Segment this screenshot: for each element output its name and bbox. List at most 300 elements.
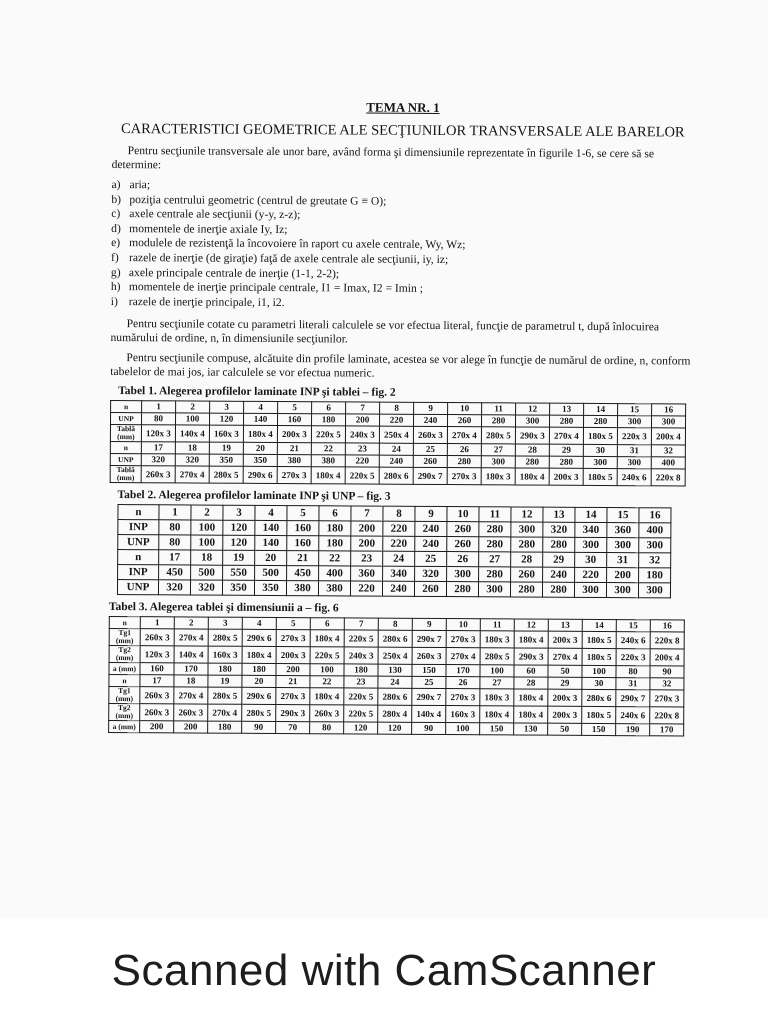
table-cell: 220x 3: [616, 649, 650, 666]
table-cell: 23: [344, 676, 378, 688]
table-cell: 220x 5: [344, 705, 378, 722]
table-cell: 7: [344, 618, 378, 630]
table-cell: 180: [242, 664, 276, 676]
table-cell: 280: [481, 415, 515, 427]
table-cell: 260x 3: [141, 466, 175, 483]
table-cell: 21: [287, 551, 319, 566]
table-cell: 20: [242, 676, 276, 688]
row-label: UNP: [117, 580, 158, 595]
table-cell: 10: [448, 403, 482, 415]
table-cell: 180x 5: [583, 469, 617, 486]
table-cell: 220x 5: [344, 688, 378, 705]
table-cell: 280: [447, 456, 481, 468]
table-cell: 90: [650, 666, 684, 678]
table-cell: 280x 4: [378, 705, 412, 722]
row-label: Tg2 (mm): [109, 646, 140, 663]
table-cell: 290x 7: [412, 689, 446, 706]
table-cell: 150: [582, 724, 616, 736]
table-cell: 14: [584, 404, 618, 416]
table-cell: 180: [208, 721, 242, 733]
table-cell: 280: [542, 582, 574, 597]
table-cell: 170: [174, 663, 208, 675]
table-cell: 260x 3: [140, 704, 174, 721]
table-cell: 220x 8: [650, 707, 684, 724]
table-cell: 22: [319, 551, 351, 566]
table-cell: 5: [276, 618, 310, 630]
table-cell: 180x 4: [310, 688, 344, 705]
table-row: [109, 721, 684, 737]
table-cell: 280x 5: [481, 427, 515, 444]
table-cell: 1: [159, 505, 191, 520]
table-cell: 200: [140, 721, 174, 733]
table-cell: 350: [254, 581, 286, 596]
table-cell: 100: [446, 723, 480, 735]
requirement-key: f): [110, 250, 119, 265]
table-cell: 360: [607, 523, 639, 538]
table-cell: 220x 5: [345, 467, 379, 484]
table-cell: 270x 3: [447, 468, 481, 485]
table-cell: 4: [255, 506, 287, 521]
table-cell: 30: [583, 445, 617, 457]
table-cell: 80: [159, 520, 191, 535]
table-cell: 220: [345, 455, 379, 467]
table-cell: 3: [210, 401, 244, 413]
table-cell: 240x 6: [616, 707, 650, 724]
table-cell: 30: [575, 553, 607, 568]
table-cell: 140x 4: [412, 706, 446, 723]
table-cell: 17: [159, 550, 191, 565]
table-cell: 100: [191, 535, 223, 550]
table1: [110, 400, 686, 487]
table-cell: 260x 3: [174, 704, 208, 721]
table-cell: 240: [413, 415, 447, 427]
table-cell: 350: [209, 454, 243, 466]
requirement-text: momentele de inerţie axiale Iy, Iz;: [129, 221, 288, 236]
table-cell: 280x 5: [209, 466, 243, 483]
table-cell: 270x 3: [650, 690, 684, 707]
table-cell: 9: [414, 403, 448, 415]
table-cell: 380: [277, 455, 311, 467]
table-cell: 240x 6: [616, 632, 650, 649]
table-cell: 15: [618, 404, 652, 416]
requirement-item: [111, 295, 693, 313]
table-cell: 200x 3: [276, 647, 310, 664]
table-cell: 1: [142, 401, 176, 413]
table-cell: 220: [379, 414, 413, 426]
table-cell: 11: [480, 619, 514, 631]
table-cell: 32: [651, 445, 685, 457]
table-cell: 11: [479, 507, 511, 522]
table-cell: 290x 3: [276, 705, 310, 722]
table-cell: 300: [447, 567, 479, 582]
table-cell: 140: [255, 536, 287, 551]
table-cell: 300: [481, 456, 515, 468]
table-cell: 290x 6: [242, 630, 276, 647]
table-cell: 80: [310, 722, 344, 734]
table-cell: 29: [548, 678, 582, 690]
table-cell: 26: [446, 677, 480, 689]
requirement-key: h): [110, 280, 121, 294]
row-label: UNP: [110, 454, 141, 466]
table-cell: 27: [481, 444, 515, 456]
table-cell: 290x 3: [514, 648, 548, 665]
table-cell: 150: [480, 723, 514, 735]
table-cell: 320: [175, 454, 209, 466]
row-label: n: [118, 505, 159, 520]
table-cell: 14: [582, 620, 616, 632]
table-cell: 3: [208, 617, 242, 629]
table-cell: 300: [606, 583, 638, 598]
table-cell: 16: [639, 508, 671, 523]
requirement-text: aria;: [129, 178, 151, 192]
table-cell: 160: [140, 663, 174, 675]
table-cell: 4: [242, 618, 276, 630]
table-cell: 7: [346, 402, 380, 414]
table-cell: 19: [223, 551, 255, 566]
table-cell: 200: [351, 521, 383, 536]
table-cell: 260: [447, 537, 479, 552]
table-cell: 24: [378, 676, 412, 688]
table-cell: 300: [617, 416, 651, 428]
table-cell: 300: [511, 522, 543, 537]
table-cell: 280: [446, 582, 478, 597]
table-cell: 220: [575, 568, 607, 583]
row-label: Tablă (mm): [110, 425, 141, 442]
table-cell: 5: [287, 506, 319, 521]
table-cell: 290x 6: [242, 688, 276, 705]
table-cell: 280: [583, 416, 617, 428]
table-cell: 260: [447, 415, 481, 427]
table-cell: 32: [650, 678, 684, 690]
table-cell: 180x 4: [242, 647, 276, 664]
table-cell: 280x 6: [582, 690, 616, 707]
table-cell: 8: [378, 618, 412, 630]
table-cell: 31: [607, 553, 639, 568]
table-cell: 380: [286, 581, 318, 596]
table-cell: 280: [510, 582, 542, 597]
table-cell: 150: [412, 665, 446, 677]
table-cell: 120: [223, 521, 255, 536]
page-subtitle: CARACTERISTICI GEOMETRICE ALE SECŢIUNILOR TRANSVERSALE ALE BARELOR: [120, 121, 685, 141]
table-cell: 18: [191, 550, 223, 565]
table-cell: 240: [415, 537, 447, 552]
table-cell: 80: [142, 413, 176, 425]
row-label: n: [109, 675, 140, 687]
table-cell: 220x 5: [311, 426, 345, 443]
table-cell: 140: [244, 414, 278, 426]
table-cell: 250x 4: [378, 647, 412, 664]
requirement-key: c): [111, 207, 121, 221]
table-cell: 280x 6: [378, 630, 412, 647]
table-cell: 220x 8: [650, 632, 684, 649]
table-cell: 9: [415, 507, 447, 522]
table-cell: 18: [174, 675, 208, 687]
table-cell: 260: [511, 567, 543, 582]
table-cell: 300: [638, 583, 670, 598]
table-cell: 200: [276, 664, 310, 676]
table-cell: 340: [575, 523, 607, 538]
row-label: n: [109, 617, 140, 629]
table-cell: 26: [447, 552, 479, 567]
table-cell: 31: [616, 678, 650, 690]
table-cell: 19: [208, 675, 242, 687]
table-cell: 270x 4: [548, 649, 582, 666]
table-cell: 90: [412, 723, 446, 735]
table-cell: 220: [383, 522, 415, 537]
table-cell: 180x 4: [311, 467, 345, 484]
table-cell: 300: [651, 416, 685, 428]
table-cell: 15: [616, 620, 650, 632]
table-cell: 180x 4: [514, 689, 548, 706]
table-cell: 160x 3: [208, 646, 242, 663]
table-cell: 550: [223, 566, 255, 581]
table-cell: 200x 3: [548, 632, 582, 649]
table-cell: 13: [543, 507, 575, 522]
table-cell: 160: [287, 536, 319, 551]
table-cell: 180x 4: [515, 468, 549, 485]
requirement-key: e): [111, 236, 121, 250]
table-cell: 290x 3: [515, 427, 549, 444]
row-label: a (mm): [109, 721, 140, 733]
table-cell: 22: [311, 443, 345, 455]
table-cell: 290x 7: [412, 631, 446, 648]
table-cell: 200x 3: [277, 426, 311, 443]
table-cell: 6: [312, 402, 346, 414]
table-cell: 290x 7: [413, 468, 447, 485]
row-label: a (mm): [109, 663, 140, 675]
table-cell: 220x 5: [310, 647, 344, 664]
table-row: [110, 466, 685, 487]
table-cell: 160x 3: [209, 425, 243, 442]
table-cell: 100: [176, 413, 210, 425]
literal-paragraph: Pentru secţiunile cotate cu parametri literali calculele se vor efectua literal, funcţie de parametrul t, după înlocuirea numărului de ordine, n, în dimensiunile secţiunilor.: [110, 317, 660, 346]
table-cell: 29: [543, 552, 575, 567]
table-cell: 2: [191, 505, 223, 520]
table-cell: 25: [412, 677, 446, 689]
table-cell: 280: [549, 416, 583, 428]
table-cell: 2: [176, 401, 210, 413]
table-cell: 220x 8: [651, 469, 685, 486]
table-cell: 180x 3: [480, 631, 514, 648]
table-cell: 270x 4: [175, 466, 209, 483]
table-cell: 180: [311, 414, 345, 426]
table-cell: 270x 3: [446, 631, 480, 648]
table-cell: 27: [480, 677, 514, 689]
table-cell: 240: [379, 455, 413, 467]
requirement-text: razele de inerţie principale, i1, i2.: [128, 294, 285, 309]
table-cell: 1: [140, 617, 174, 629]
table-cell: 280x 5: [208, 629, 242, 646]
table-cell: 25: [415, 552, 447, 567]
table-cell: 180x 4: [243, 426, 277, 443]
requirement-text: axele principale centrale de inerţie (1-1, 2-2);: [128, 265, 340, 280]
table-cell: 180x 5: [582, 649, 616, 666]
table-cell: 220: [383, 537, 415, 552]
table-cell: 300: [478, 582, 510, 597]
table-cell: 180x 5: [583, 428, 617, 445]
table-cell: 14: [575, 508, 607, 523]
table-cell: 12: [514, 619, 548, 631]
row-label: Tg2 (mm): [109, 704, 140, 721]
table-cell: 180x 4: [514, 706, 548, 723]
table-cell: 90: [242, 722, 276, 734]
table-cell: 11: [482, 403, 516, 415]
table-cell: 300: [639, 538, 671, 553]
table-cell: 25: [413, 444, 447, 456]
table-cell: 280: [543, 537, 575, 552]
table-cell: 380: [318, 581, 350, 596]
table-cell: 320: [158, 580, 190, 595]
row-label: Tg1 (mm): [109, 629, 140, 646]
table-cell: 180x 5: [582, 707, 616, 724]
table-cell: 17: [141, 442, 175, 454]
table-cell: 260x 3: [413, 427, 447, 444]
requirement-key: g): [110, 265, 121, 279]
table-cell: 280: [515, 456, 549, 468]
table-cell: 180: [319, 521, 351, 536]
table-cell: 300: [575, 538, 607, 553]
table-cell: 7: [351, 506, 383, 521]
table-cell: 290x 7: [616, 690, 650, 707]
table-cell: 180: [208, 663, 242, 675]
table-cell: 200: [174, 721, 208, 733]
table-cell: 270x 3: [446, 689, 480, 706]
table-cell: 21: [277, 443, 311, 455]
table-cell: 200x 3: [549, 469, 583, 486]
table-cell: 20: [255, 551, 287, 566]
table-cell: 240x 6: [617, 469, 651, 486]
requirements-list: [111, 178, 694, 313]
table-cell: 4: [244, 402, 278, 414]
table-cell: 450: [287, 566, 319, 581]
table-cell: 270x 3: [277, 467, 311, 484]
table-cell: 140x 4: [174, 646, 208, 663]
table-cell: 260x 3: [412, 648, 446, 665]
requirement-key: i): [110, 294, 118, 308]
table-cell: 220: [350, 581, 382, 596]
table-cell: 60: [514, 665, 548, 677]
table-cell: 160: [278, 414, 312, 426]
table-cell: 280: [479, 522, 511, 537]
table-cell: 500: [255, 566, 287, 581]
table-cell: 300: [607, 538, 639, 553]
table-cell: 180x 3: [480, 689, 514, 706]
table-cell: 180x 4: [514, 631, 548, 648]
table-cell: 120: [344, 722, 378, 734]
table-cell: 170: [650, 724, 684, 736]
table-cell: 260: [414, 582, 446, 597]
table-cell: 50: [548, 724, 582, 736]
row-label: Tablă (mm): [110, 466, 141, 483]
table-cell: 12: [511, 507, 543, 522]
row-label: INP: [118, 520, 159, 535]
row-label: UNP: [111, 413, 142, 425]
requirement-key: a): [111, 177, 121, 192]
row-label: Tg1 (mm): [109, 687, 140, 704]
table-row: [117, 580, 670, 598]
table-cell: 180x 3: [481, 468, 515, 485]
requirement-key: d): [111, 221, 121, 235]
table3-caption: Tabel 3. Alegerea tablei şi dimensiunii a – fig. 6: [108, 601, 339, 615]
requirement-text: modulele de rezistenţă la încovoiere în raport cu axele centrale, Wy, Wz;: [129, 236, 466, 252]
table-cell: 15: [607, 508, 639, 523]
requirement-key: b): [111, 192, 122, 206]
table-cell: 300: [515, 415, 549, 427]
table-cell: 260x 3: [140, 687, 174, 704]
table-cell: 28: [515, 444, 549, 456]
table-cell: 130: [514, 723, 548, 735]
table-cell: 180x 5: [582, 632, 616, 649]
table-cell: 450: [159, 565, 191, 580]
table-cell: 26: [447, 444, 481, 456]
table-cell: 120: [210, 413, 244, 425]
table-cell: 160: [287, 521, 319, 536]
row-label: n: [118, 550, 159, 565]
table-cell: 280x 5: [242, 705, 276, 722]
table-cell: 120x 3: [141, 425, 175, 442]
table-cell: 50: [548, 666, 582, 678]
table-cell: 23: [351, 551, 383, 566]
table-cell: 16: [650, 620, 684, 632]
table-cell: 280x 6: [379, 467, 413, 484]
table-cell: 250x 4: [379, 426, 413, 443]
table-cell: 280x 5: [480, 648, 514, 665]
table-cell: 180x 4: [310, 630, 344, 647]
table-cell: 400: [651, 457, 685, 469]
table-cell: 320: [543, 522, 575, 537]
table-cell: 280: [479, 537, 511, 552]
table-cell: 270x 3: [276, 630, 310, 647]
page-title: TEMA NR. 1: [366, 99, 440, 116]
table-cell: 360: [351, 566, 383, 581]
table-cell: 120: [378, 722, 412, 734]
table2-caption: Tabel 2. Alegerea profilelor laminate INP şi UNP – fig. 3: [117, 489, 391, 504]
table-cell: 10: [447, 507, 479, 522]
table-cell: 6: [319, 506, 351, 521]
table-cell: 280x 5: [208, 687, 242, 704]
table-cell: 240x 3: [344, 647, 378, 664]
table-cell: 220x 3: [617, 428, 651, 445]
table-cell: 32: [639, 553, 671, 568]
row-label: UNP: [118, 535, 159, 550]
table-cell: 300: [583, 457, 617, 469]
table-cell: 13: [548, 620, 582, 632]
table-cell: 180x 4: [480, 706, 514, 723]
table-cell: 280: [549, 457, 583, 469]
table-cell: 80: [159, 535, 191, 550]
table-cell: 31: [617, 445, 651, 457]
table-cell: 240: [543, 567, 575, 582]
row-label: INP: [118, 565, 159, 580]
table-cell: 300: [617, 457, 651, 469]
table-cell: 260: [413, 456, 447, 468]
intro-paragraph: Pentru secţiunile transversale ale unor bare, având forma şi dimensiunile reprezentate în figurile 1-6, se cere să se determine:: [111, 144, 655, 172]
table-cell: 400: [639, 523, 671, 538]
table-cell: 100: [310, 664, 344, 676]
camscanner-watermark: Scanned with CamScanner: [0, 918, 768, 1024]
table-cell: 10: [446, 619, 480, 631]
compound-paragraph: Pentru secţiunile compuse, alcătuite din profile laminate, acestea se vor alege în funcţie de numărul de ordine, n, conform tabelelor de mai jos, iar calculele se vor efectua numeric.: [110, 351, 691, 380]
table-cell: 290x 6: [243, 467, 277, 484]
table-cell: 180: [639, 568, 671, 583]
table-cell: 180: [319, 536, 351, 551]
table1-caption: Tabel 1. Alegerea profilelor laminate INP şi tablei – fig. 2: [118, 385, 396, 400]
table-cell: 200x 4: [650, 649, 684, 666]
table-cell: 180: [344, 664, 378, 676]
table-cell: 6: [310, 618, 344, 630]
table-cell: 29: [549, 445, 583, 457]
table-cell: 200: [607, 568, 639, 583]
